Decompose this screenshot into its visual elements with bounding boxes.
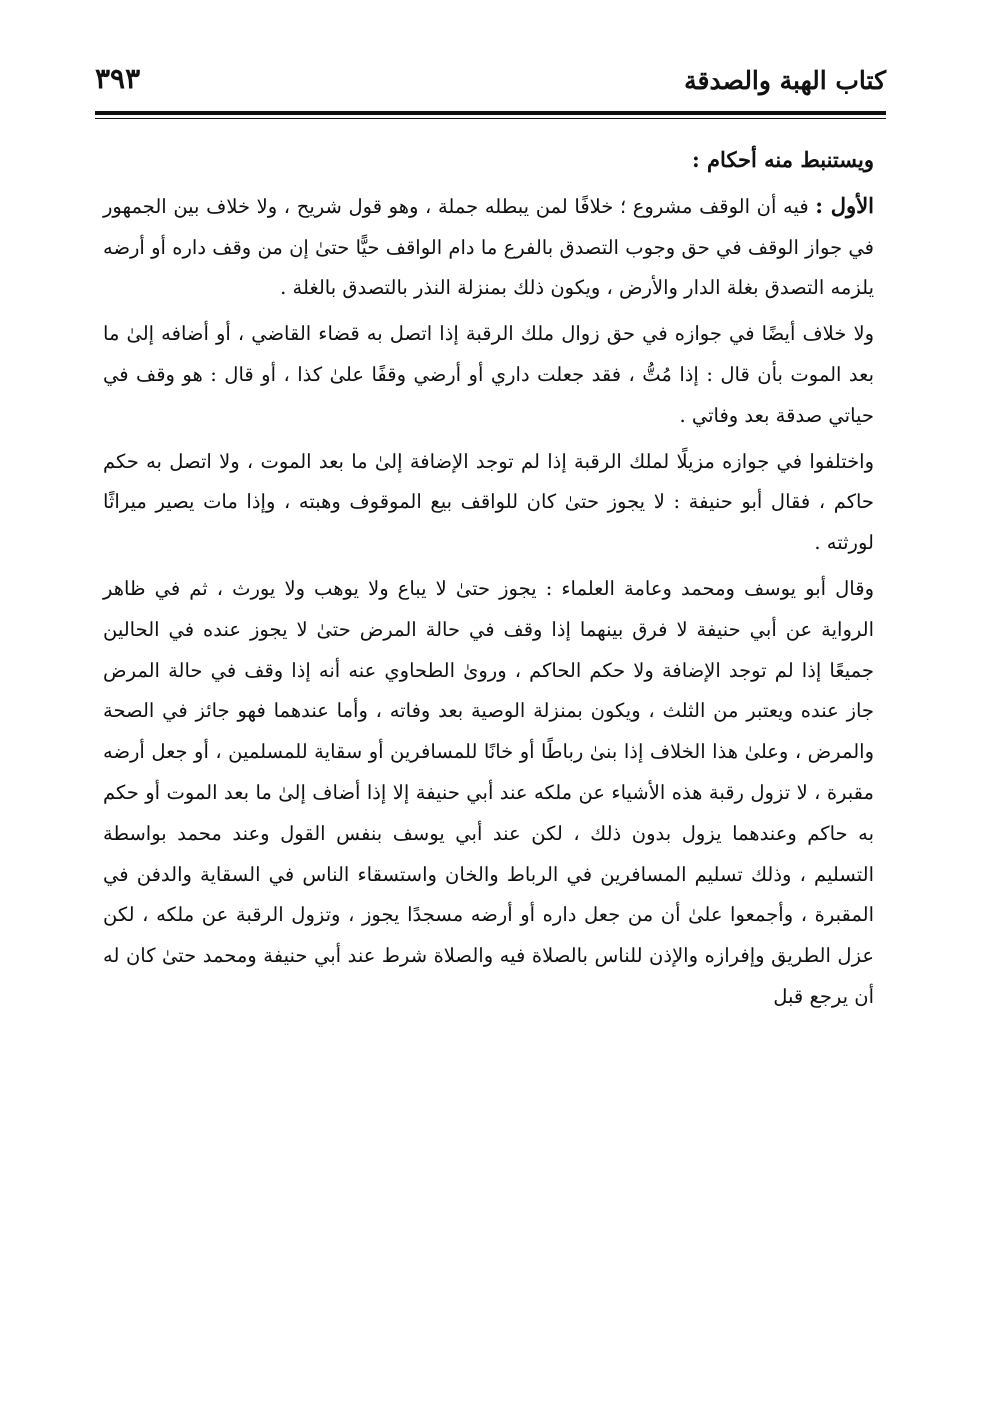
running-title: كتاب الهبة والصدقة	[684, 66, 886, 95]
paragraph: ولا خلاف أيضًا في جوازه في حق زوال ملك الرقبة إذا اتصل به قضاء القاضي ، أو أضافه إلىٰ ما بعد الموت بأن قال : إذا مُتُّ ، فقد جعلت داري أو أرضي وقفًا علىٰ كذا ، أو قال : هو وقف في حياتي صدقة بعد وفاتي .	[103, 322, 874, 427]
paragraph: واختلفوا في جوازه مزيلًا لملك الرقبة إذا لم توجد الإضافة إلىٰ ما بعد الموت ، ولا اتصل به حكم حاكم ، فقال أبو حنيفة : لا يجوز حتىٰ كان للواقف بيع الموقوف وهبته ، وإذا مات يصير ميراثًا لورثته .	[103, 449, 874, 555]
paragraph-first-text: فيه أن الوقف مشروع ؛ خلافًا لمن يبطله جملة ، وهو قول شريح ، ولا خلاف بين الجمهور في جواز الوقف في حق وجوب التصدق بالفرع ما دام الواقف حيًّا حتىٰ إن من وقف داره أو أرضه يلزمه التصدق بغلة الدار والأرض ، ويكون ذلك بمنزلة النذر بالتصدق بالغلة .	[103, 194, 874, 300]
page-body	[103, 140, 874, 1018]
header-rule-thick	[95, 111, 886, 115]
header-rule-thin	[95, 118, 886, 119]
paragraph-lead: الأول :	[815, 192, 874, 218]
page-header	[95, 62, 886, 106]
paragraph-first	[103, 186, 874, 309]
page-number: ٣٩٣	[95, 62, 141, 95]
paragraph: وقال أبو يوسف ومحمد وعامة العلماء : يجوز حتىٰ لا يباع ولا يوهب ولا يورث ، ثم في ظاهر الرواية عن أبي حنيفة لا فرق بينهما إذا وقف في حالة المرض حتىٰ لا يجوز عنده في الحالين جميعًا إذا لم توجد الإضافة ولا حكم الحاكم ، وروىٰ الطحاوي عنه أنه إذا وقف في حالة المرض جاز عنده ويعتبر من الثلث ، ويكون بمنزلة الوصية بعد وفاته ، وأما عندهما فهو جائز في الصحة والمرض ، وعلىٰ هذا الخلاف إذا بنىٰ رباطًا أو خانًا للمسافرين أو سقاية للمسلمين ، أو جعل أرضه مقبرة ، لا تزول رقبة هذه الأشياء عن ملكه عند أبي حنيفة إلا إذا أضاف إلىٰ ما بعد الموت أو حكم به حاكم وعندهما يزول بدون ذلك ، لكن عند أبي يوسف بنفس القول وعند محمد بواسطة التسليم ، وذلك تسليم المسافرين في الرباط والخان واستسقاء الناس في السقاية والدفن في المقبرة ، وأجمعوا علىٰ أن من جعل داره أو أرضه مسجدًا يجوز ، وتزول الرقبة عن ملكه ، لكن عزل الطريق وإفرازه والإذن للناس بالصلاة فيه والصلاة شرط عند أبي حنيفة ومحمد حتىٰ كان له أن يرجع قبل	[103, 576, 874, 1008]
section-heading: ويستنبط منه أحكام :	[691, 147, 874, 172]
